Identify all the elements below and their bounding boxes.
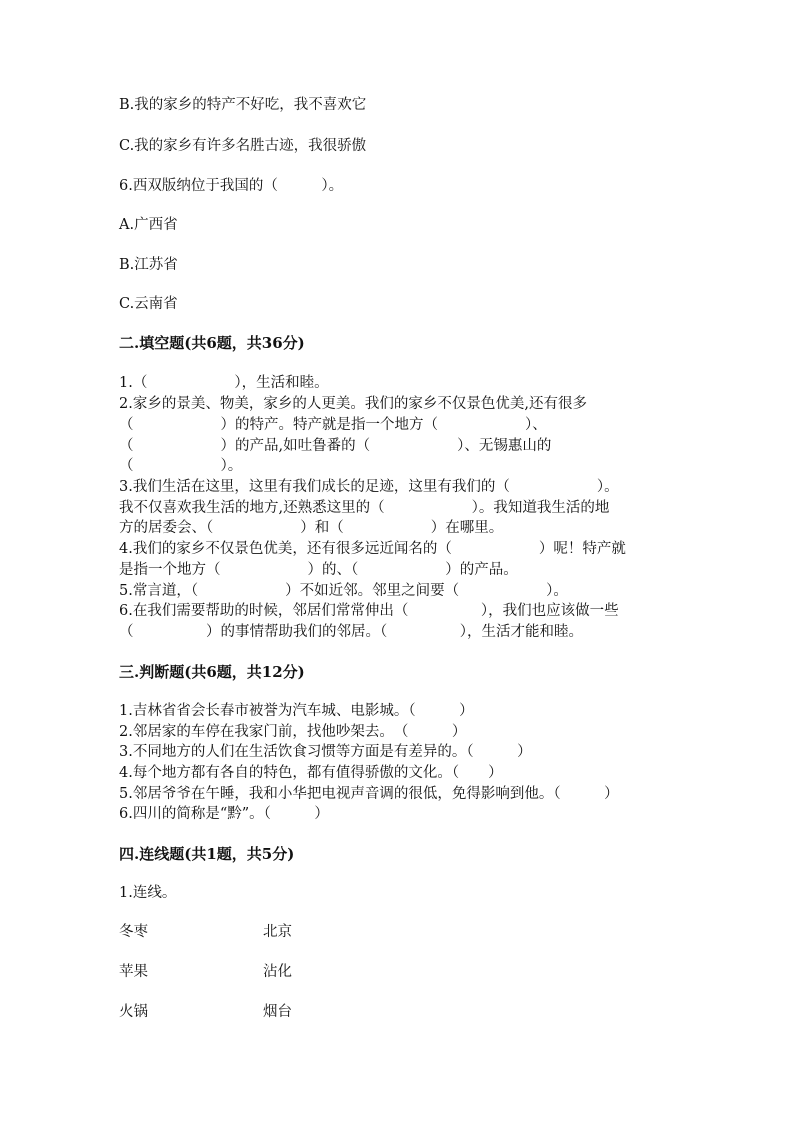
matching-question: 1.连线。 (119, 885, 177, 901)
fill-line: （ ）。 (119, 458, 243, 474)
q6-question: 6.西双版纳位于我国的（ ）。 (119, 178, 344, 194)
section-heading-true-false: 三.判断题(共6题，共12分) (119, 663, 305, 681)
judge-line: 3.不同地方的人们在生活饮食习惯等方面是有差异的。（ ） (119, 744, 532, 760)
section-heading-fill-blank: 二.填空题(共6题，共36分) (119, 334, 305, 352)
q5-option-c: C.我的家乡有许多名胜古迹，我很骄傲 (119, 138, 367, 154)
judge-line: 6.四川的简称是“黔”。（ ） (119, 806, 329, 822)
matching-left-item: 苹果 (119, 964, 148, 980)
fill-line: 我不仅喜欢我生活的地方,还熟悉这里的（ ）。我知道我生活的地 (119, 500, 610, 516)
fill-line: 方的居委会、（ ）和（ ）在哪里。 (119, 520, 504, 536)
fill-line: 6.在我们需要帮助的时候，邻居们常常伸出（ ），我们也应该做一些 (119, 603, 619, 619)
q5-option-b: B.我的家乡的特产不好吃，我不喜欢它 (119, 97, 367, 113)
q6-option-a: A.广西省 (119, 217, 178, 233)
fill-line: 2.家乡的景美、物美，家乡的人更美。我们的家乡不仅景色优美,还有很多 (119, 396, 587, 412)
section-heading-matching: 四.连线题(共1题，共5分) (119, 845, 295, 863)
matching-right-item: 沾化 (263, 964, 292, 980)
judge-line: 1.吉林省省会长春市被誉为汽车城、电影城。（ ） (119, 703, 474, 719)
matching-left-item: 火锅 (119, 1004, 148, 1020)
fill-line: 是指一个地方（ ）的、（ ）的产品。 (119, 562, 518, 578)
judge-line: 4.每个地方都有各自的特色，都有值得骄傲的文化。（ ） (119, 765, 503, 781)
fill-line: 5.常言道，（ ）不如近邻。邻里之间要（ ）。 (119, 583, 568, 599)
q6-option-c: C.云南省 (119, 296, 178, 312)
fill-line: 3.我们生活在这里，这里有我们成长的足迹，这里有我们的（ ）。 (119, 479, 619, 495)
matching-right-item: 烟台 (263, 1004, 292, 1020)
q6-option-b: B.江苏省 (119, 257, 178, 273)
matching-left-item: 冬枣 (119, 924, 148, 940)
fill-line: （ ）的产品,如吐鲁番的（ ）、无锡惠山的 (119, 438, 552, 454)
fill-line: 4.我们的家乡不仅景色优美，还有很多远近闻名的（ ）呢！特产就 (119, 541, 626, 557)
judge-line: 5.邻居爷爷在午睡，我和小华把电视声音调的很低，免得影响到他。（ ） (119, 786, 619, 802)
fill-line: （ ）的事情帮助我们的邻居。（ ），生活才能和睦。 (119, 624, 583, 640)
matching-right-item: 北京 (263, 924, 292, 940)
fill-line: 1.（ ），生活和睦。 (119, 375, 329, 391)
fill-line: （ ）的特产。特产就是指一个地方（ ）、 (119, 417, 547, 433)
judge-line: 2.邻居家的车停在我家门前，找他吵架去。 （ ） (119, 724, 467, 740)
